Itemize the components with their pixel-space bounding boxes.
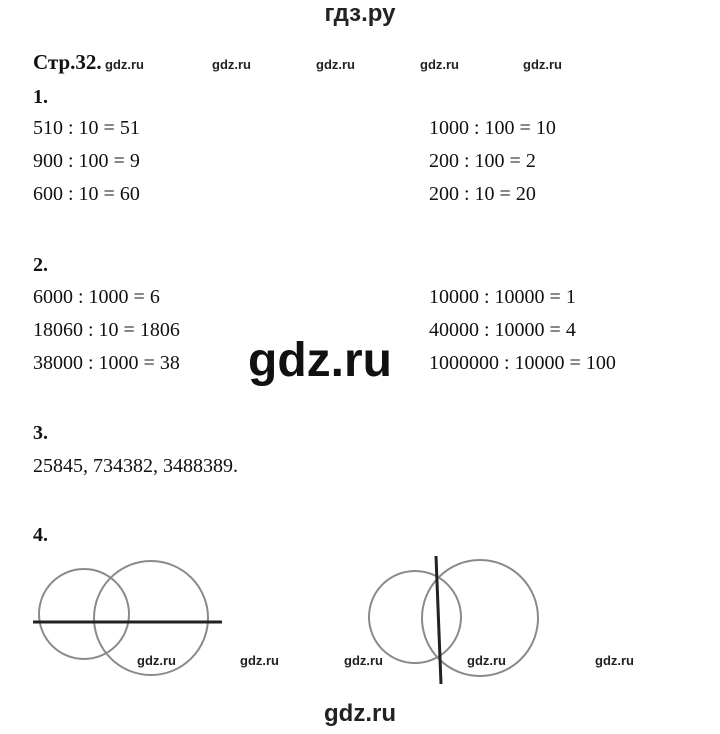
center-watermark: gdz.ru <box>248 334 392 387</box>
equation: 200 : 10 = 20 <box>429 183 536 205</box>
task-3-answer: 25845, 734382, 3488389. <box>33 455 238 477</box>
equation: 900 : 100 = 9 <box>33 150 140 172</box>
equation: 38000 : 1000 = 38 <box>33 352 180 374</box>
equation: 510 : 10 = 51 <box>33 117 140 139</box>
top-watermark: гдз.ру <box>324 0 396 27</box>
left-small-circle <box>39 569 129 659</box>
task-1-left-column <box>33 112 140 211</box>
task-2-number: 2. <box>33 254 48 276</box>
task-1-number: 1. <box>33 86 48 108</box>
equation: 1000 : 100 = 10 <box>429 117 556 139</box>
bottom-watermark: gdz.ru <box>324 700 396 727</box>
task-2-left-column <box>33 281 180 380</box>
equation: 18060 : 10 = 1806 <box>33 319 180 341</box>
watermark-small: gdz.ru <box>137 653 176 668</box>
watermark-small: gdz.ru <box>595 653 634 668</box>
equation: 200 : 100 = 2 <box>429 150 536 172</box>
watermark-small: gdz.ru <box>523 57 562 72</box>
task-2-right-column <box>429 281 616 380</box>
equation: 10000 : 10000 = 1 <box>429 286 576 308</box>
right-small-circle <box>369 571 461 663</box>
watermark-small: gdz.ru <box>467 653 506 668</box>
equation: 6000 : 1000 = 6 <box>33 286 160 308</box>
task-3-number: 3. <box>33 422 48 444</box>
watermark-small: gdz.ru <box>240 653 279 668</box>
watermark-small: gdz.ru <box>420 57 459 72</box>
equation: 40000 : 10000 = 4 <box>429 319 576 341</box>
task-4-number: 4. <box>33 524 48 546</box>
watermark-small: gdz.ru <box>212 57 251 72</box>
watermark-small: gdz.ru <box>105 57 144 72</box>
equation: 1000000 : 10000 = 100 <box>429 352 616 374</box>
watermark-small: gdz.ru <box>316 57 355 72</box>
task-1-right-column <box>429 112 556 211</box>
equation: 600 : 10 = 60 <box>33 183 140 205</box>
watermark-small: gdz.ru <box>344 653 383 668</box>
page-reference: Стр.32. <box>33 50 102 74</box>
